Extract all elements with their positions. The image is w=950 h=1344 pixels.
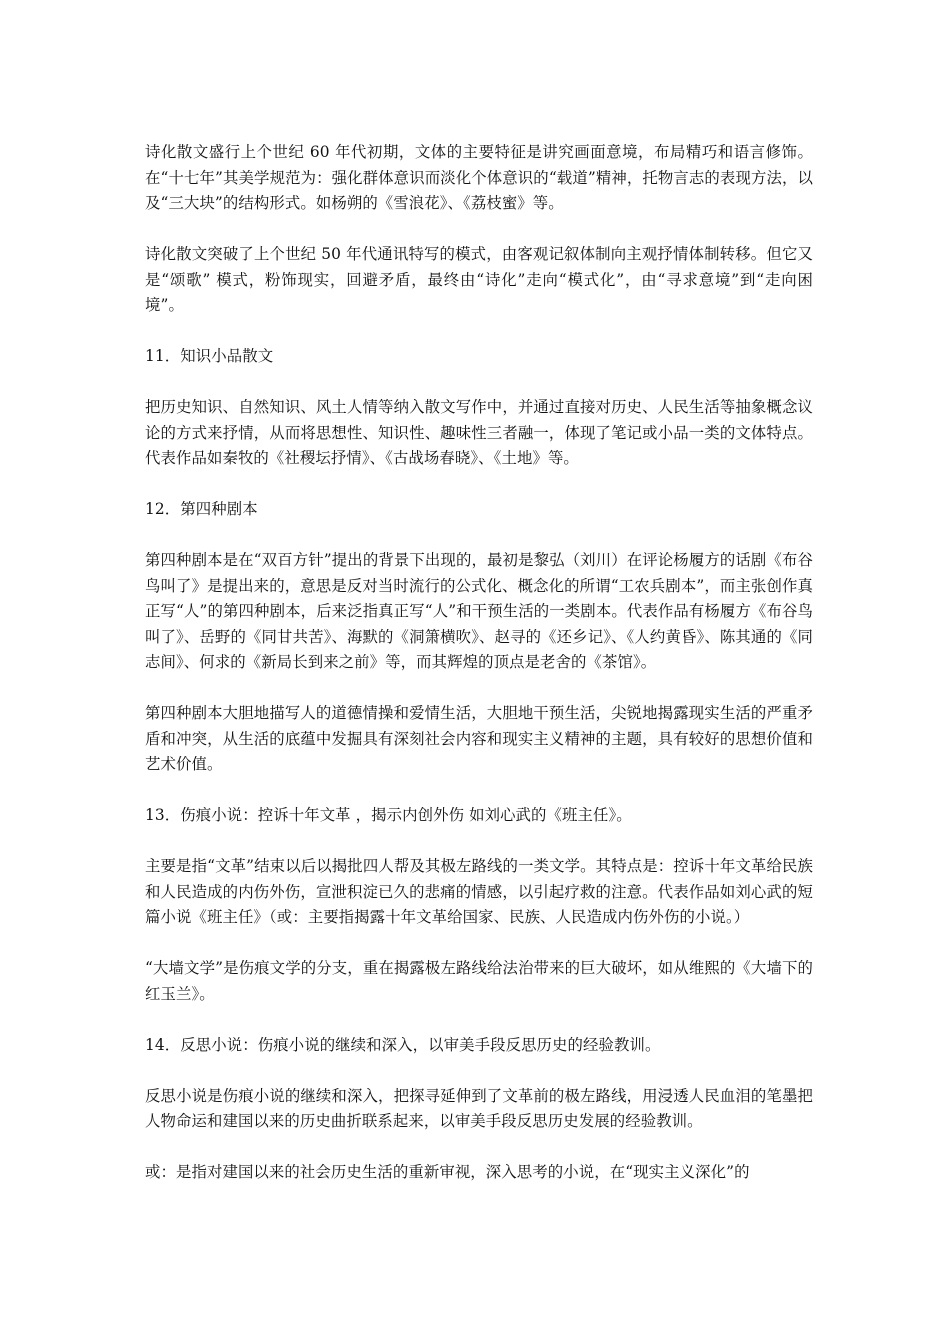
paragraph-scar-literature: 主要是指“文革”结束以后以揭批四人帮及其极左路线的一类文学。其特点是：控诉十年文革给民族和人民造成的内伤外伤，宣泄积淀已久的悲痛的情感，以引起疗救的注意。代表作品如刘心武的短篇小说《班主任》（或：主要指揭露十年文革给国家、民族、人民造成内伤外伤的小说。）: [145, 857, 813, 926]
paragraph-reflection-alt: 或：是指对建国以来的社会历史生活的重新审视，深入思考的小说，在“现实主义深化”的: [145, 1163, 750, 1181]
paragraph-reflection-novel: 反思小说是伤痕小说的继续和深入，把探寻延伸到了文革前的极左路线，用浸透人民血泪的笔墨把人物命运和建国以来的历史曲折联系起来，以审美手段反思历史发展的经验教训。: [145, 1086, 813, 1130]
heading-scar-literature: 13．伤痕小说：控诉十年文革 ，揭示内创外伤 如刘心武的《班主任》。: [145, 806, 632, 824]
paragraph-fourth-script-origin: 第四种剧本是在“双百方针”提出的背景下出现的，最初是黎弘（刘川）在评论杨履方的话剧《布谷鸟叫了》是提出来的，意思是反对当时流行的公式化、概念化的所谓“工农兵剧本”，而主张创作真正写“人”的第四种剧本，后来泛指真正写“人”和干预生活的一类剧本。代表作品有杨履方《布谷鸟叫了》、岳野的《同甘共苦》、海默的《洞箫横吹》、赵寻的《还乡记》、《人约黄昏》、陈其通的《同志间》、何求的《新局长到来之前》等，而其辉煌的顶点是老舍的《茶馆》。: [145, 551, 813, 671]
paragraph-wall-literature: “大墙文学”是伤痕文学的分支，重在揭露极左路线给法治带来的巨大破坏，如从维熙的《大墙下的红玉兰》。: [145, 959, 813, 1003]
document-page: [145, 140, 813, 1211]
paragraph-poetic-prose-intro: 诗化散文盛行上个世纪 60 年代初期，文体的主要特征是讲究画面意境，布局精巧和语言修饰。在“十七年”其美学规范为：强化群体意识而淡化个体意识的“载道”精神，托物言志的表现方法，以及“三大块”的结构形式。如杨朔的《雪浪花》、《荔枝蜜》等。: [145, 143, 813, 212]
paragraph-knowledge-prose: 把历史知识、自然知识、风土人情等纳入散文写作中，并通过直接对历史、人民生活等抽象概念议论的方式来抒情，从而将思想性、知识性、趣味性三者融一，体现了笔记或小品一类的文体特点。代表作品如秦牧的《社稷坛抒情》、《古战场春晓》、《土地》等。: [145, 398, 813, 467]
heading-fourth-script: 12．第四种剧本: [145, 500, 258, 518]
heading-reflection-novel: 14．反思小说：伤痕小说的继续和深入，以审美手段反思历史的经验教训。: [145, 1035, 661, 1054]
paragraph-poetic-prose-breakthrough: 诗化散文突破了上个世纪 50 年代通讯特写的模式，由客观记叙体制向主观抒情体制转移。但它又是“颂歌” 模式，粉饰现实，回避矛盾，最终由“诗化”走向“模式化”，由“寻求意境”到“走向困境”。: [145, 245, 813, 314]
paragraph-fourth-script-features: 第四种剧本大胆地描写人的道德情操和爱情生活，大胆地干预生活，尖锐地揭露现实生活的严重矛盾和冲突，从生活的底蕴中发掘具有深刻社会内容和现实主义精神的主题，具有较好的思想价值和艺术价值。: [145, 704, 813, 773]
heading-knowledge-prose: 11．知识小品散文: [145, 347, 274, 365]
